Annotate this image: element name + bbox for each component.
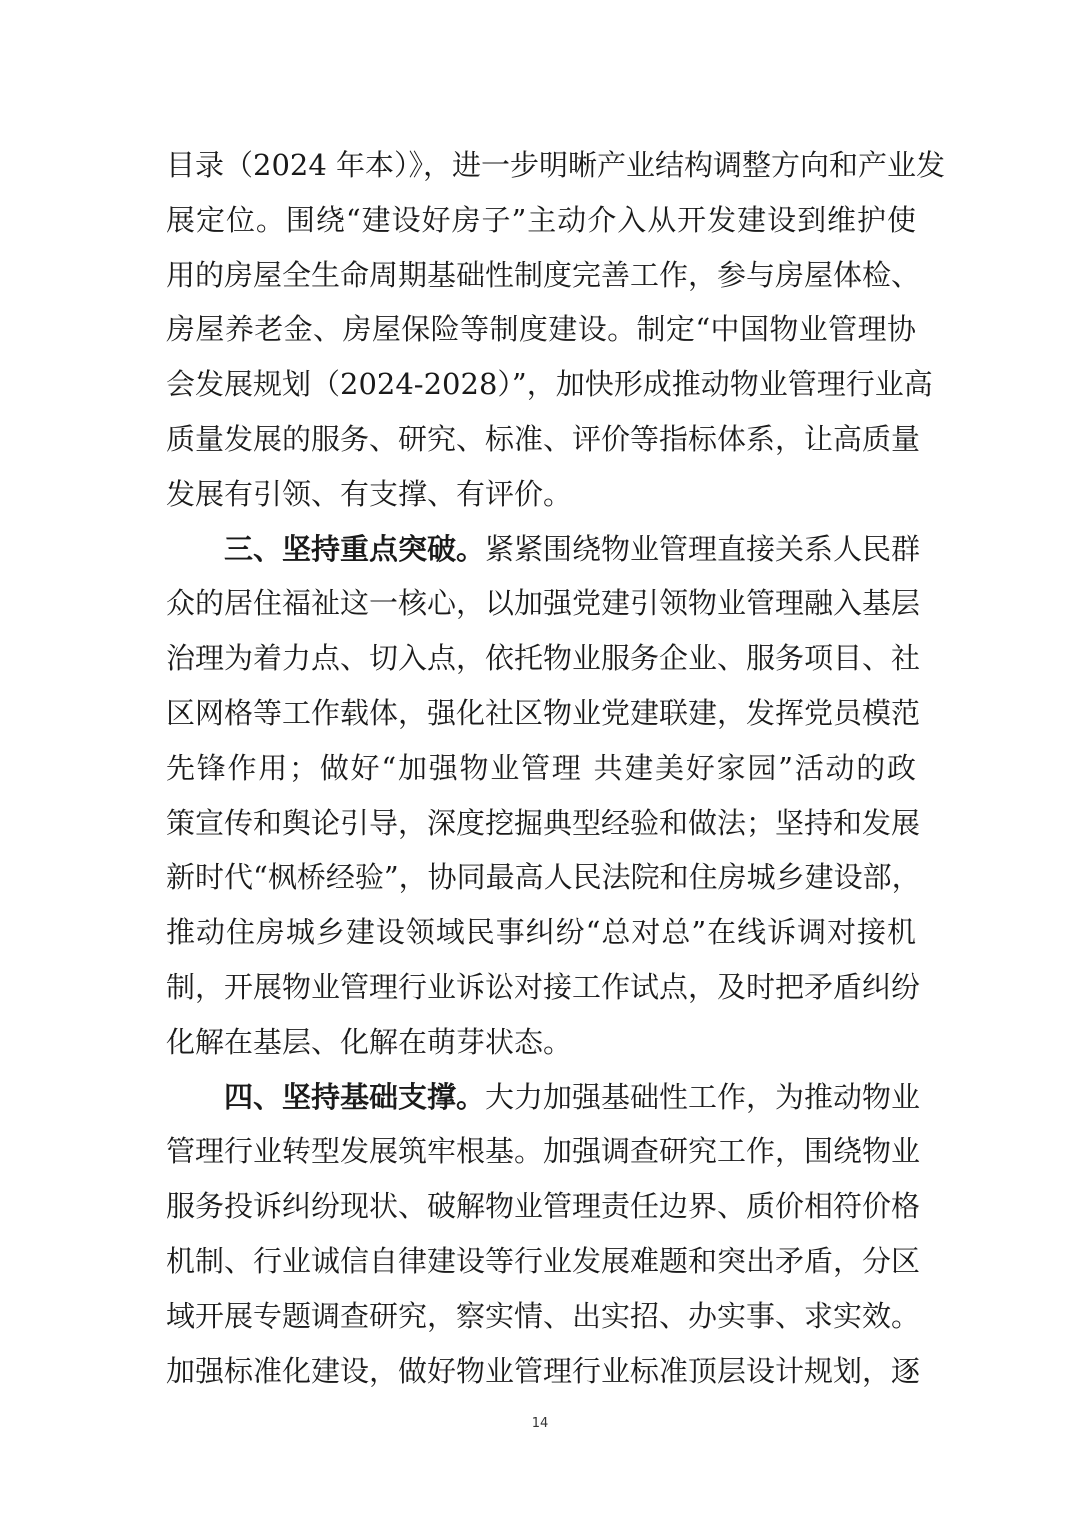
line-text: 用的房屋全生命周期基础性制度完善工作，参与房屋体检、 [166,257,921,292]
text-line [166,905,916,960]
text-line [166,1015,916,1070]
line-text: 化解在基层、化解在萌芽状态。 [166,1024,573,1059]
line-text: 服务投诉纠纷现状、破解物业管理责任边界、质价相符价格 [166,1189,921,1224]
text-line [166,1124,921,1179]
line-text: 展定位。围绕“建设好房子”主动介入从开发建设到维护使 [166,202,916,237]
line-text: 管理行业转型发展筑牢根基。加强调查研究工作，围绕物业 [166,1134,921,1169]
line-text: 紧紧围绕物业管理直接关系人民群 [485,531,921,566]
text-line [166,1234,921,1289]
text-line [166,796,921,851]
text-line [166,960,921,1015]
text-line [166,248,921,303]
section-four-first-line [166,1070,921,1125]
section-heading: 三、坚持重点突破。 [224,531,486,566]
text-line [166,302,916,357]
page-number: 14 [531,1416,549,1431]
text-line [166,1344,921,1399]
text-line [166,467,916,522]
text-line [166,576,921,631]
line-text: 新时代“枫桥经验”，协同最高人民法院和住房城乡建设部， [166,860,921,895]
line-text: 先锋作用；做好“加强物业管理 共建美好家园”活动的政 [166,750,916,785]
line-text: 质量发展的服务、研究、标准、评价等指标体系，让高质量 [166,421,921,456]
line-text: 房屋养老金、房屋保险等制度建设。制定“中国物业管理协 [166,312,916,347]
line-text: 区网格等工作载体，强化社区物业党建联建，发挥党员模范 [166,695,921,730]
section-heading: 四、坚持基础支撑。 [224,1079,486,1114]
line-text: 发展有引领、有支撑、有评价。 [166,476,573,511]
text-line [166,631,921,686]
text-line [166,741,916,796]
line-text: 目录（2024 年本）》，进一步明晰产业结构调整方向和产业发 [166,148,946,182]
text-line [166,850,921,905]
text-line [166,193,916,248]
text-line [166,1289,921,1344]
line-text: 域开展专题调查研究，察实情、出实招、办实事、求实效。 [166,1298,921,1333]
line-text: 机制、行业诚信自律建设等行业发展难题和突出矛盾，分区 [166,1243,921,1278]
text-line [166,1179,921,1234]
line-text: 治理为着力点、切入点，依托物业服务企业、服务项目、社 [166,641,921,676]
line-text: 大力加强基础性工作，为推动物业 [485,1079,921,1114]
line-text: 推动住房城乡建设领域民事纠纷“总对总”在线诉调对接机 [166,915,916,950]
text-line [166,412,921,467]
text-line [166,686,921,741]
line-text: 策宣传和舆论引导，深度挖掘典型经验和做法；坚持和发展 [166,805,921,840]
line-text: 会发展规划（2024-2028）”，加快形成推动物业管理行业高 [166,367,933,402]
line-text: 众的居住福祉这一核心，以加强党建引领物业管理融入基层 [166,586,921,621]
line-text: 加强标准化建设，做好物业管理行业标准顶层设计规划，逐 [166,1353,921,1388]
body-text [166,138,946,1398]
line-text: 制，开展物业管理行业诉讼对接工作试点，及时把矛盾纠纷 [166,969,921,1004]
text-line [166,357,933,412]
section-three-first-line [166,522,921,577]
text-line [166,138,946,193]
